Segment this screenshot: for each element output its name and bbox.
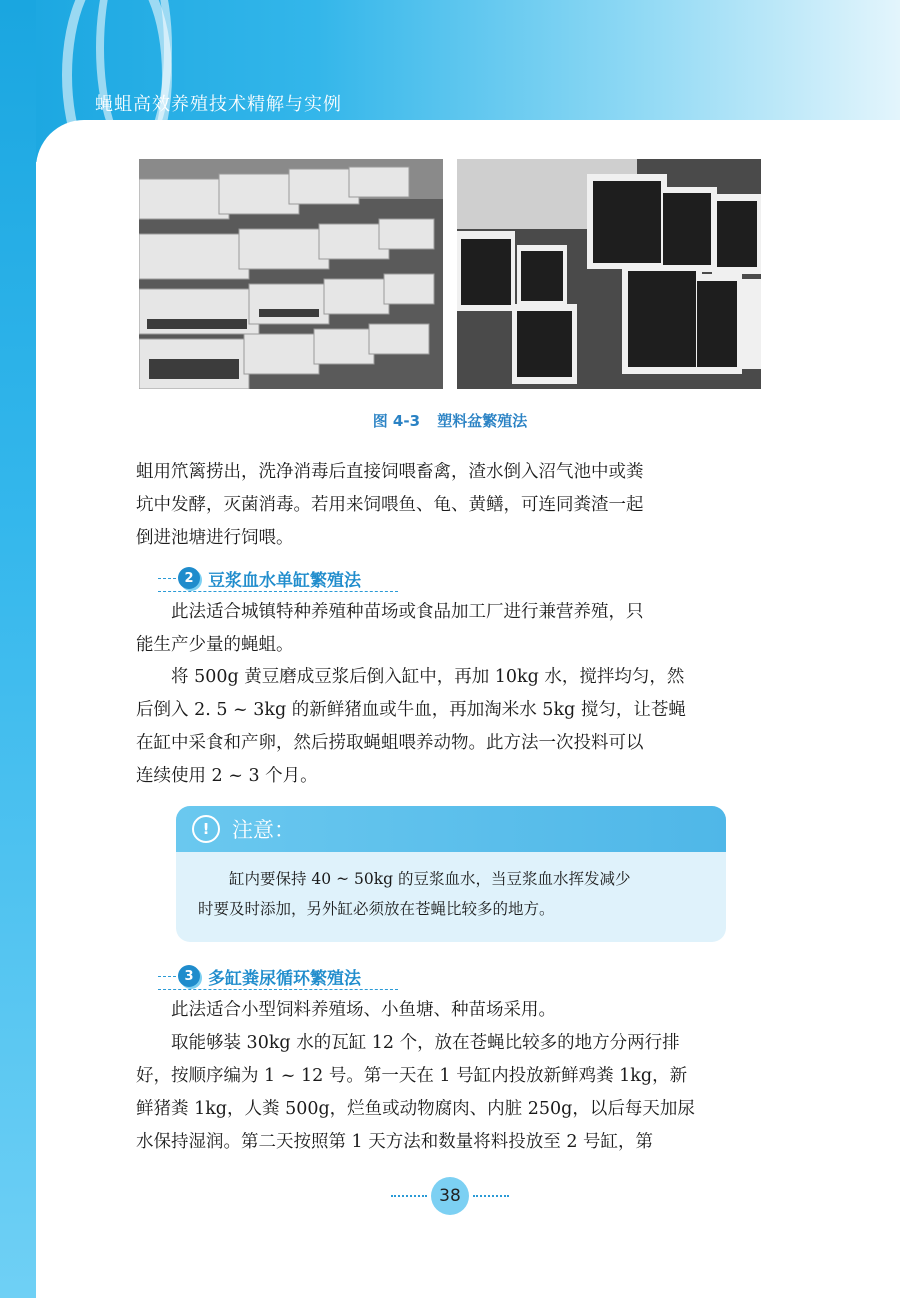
note-title: 注意：	[232, 818, 295, 842]
section-title: 多缸粪尿循环繁殖法	[208, 968, 361, 989]
intro-paragraph	[136, 456, 766, 555]
text-line: 后倒入 2. 5 ~ 3kg 的新鲜猪血或牛血，再加淘米水 5kg 搅匀，让苍蝇	[136, 700, 686, 720]
text-line: 取能够装 30kg 水的瓦缸 12 个，放在苍蝇比较多的地方分两行排	[136, 1033, 680, 1053]
text-line: 蛆用笊篱捞出，洗净消毒后直接饲喂畜禽，渣水倒入沼气池中或粪	[136, 462, 644, 482]
page-footer	[0, 1176, 900, 1216]
section-number-badge: 2	[178, 567, 200, 589]
text-line: 倒进池塘进行饲喂。	[136, 528, 294, 548]
text-line: 好，按顺序编为 1 ~ 12 号。第一天在 1 号缸内投放新鲜鸡粪 1kg，新	[136, 1066, 688, 1086]
figure-number: 图 4-3	[372, 412, 421, 430]
page-number: 38	[431, 1177, 469, 1215]
heading-underline	[158, 591, 398, 592]
figure-caption	[0, 410, 900, 431]
shelves-photo-image	[139, 159, 443, 389]
footer-dots-right	[473, 1195, 509, 1197]
section3-paragraph-1	[136, 994, 766, 1027]
heading-dots	[158, 578, 176, 579]
note-box	[176, 806, 726, 942]
section-title: 豆浆血水单缸繁殖法	[208, 570, 361, 591]
heading-underline	[158, 989, 398, 990]
trays-photo-image	[457, 159, 761, 389]
section-heading-3	[158, 962, 361, 990]
text-line: 水保持湿润。第二天按照第 1 天方法和数量将料投放至 2 号缸，第	[136, 1132, 654, 1152]
footer-dots-left	[391, 1195, 427, 1197]
text-line: 将 500g 黄豆磨成豆浆后倒入缸中，再加 10kg 水，搅拌均匀，然	[136, 667, 685, 687]
text-line: 缸内要保持 40 ~ 50kg 的豆浆血水，当豆浆血水挥发减少	[198, 870, 631, 888]
text-line: 能生产少量的蝇蛆。	[136, 635, 294, 655]
text-line: 在缸中采食和产卵，然后捞取蝇蛆喂养动物。此方法一次投料可以	[136, 733, 644, 753]
text-line: 连续使用 2 ~ 3 个月。	[136, 766, 318, 786]
figure-photo-left	[139, 159, 443, 389]
figure-photo-right	[457, 159, 761, 389]
text-line: 此法适合城镇特种养殖种苗场或食品加工厂进行兼营养殖，只	[136, 602, 644, 622]
book-title: 蝇蛆高效养殖技术精解与实例	[95, 94, 342, 115]
section2-paragraph-2	[136, 661, 766, 793]
section3-paragraph-2	[136, 1027, 766, 1159]
section2-paragraph-1	[136, 596, 766, 662]
section-heading-2	[158, 564, 361, 592]
text-line: 此法适合小型饲料养殖场、小鱼塘、种苗场采用。	[136, 1000, 556, 1020]
exclamation-icon: !	[192, 815, 220, 843]
left-margin-band	[0, 0, 36, 1298]
figure-title: 塑料盆繁殖法	[437, 412, 528, 430]
note-header	[176, 806, 726, 852]
note-body	[176, 852, 726, 924]
heading-dots	[158, 976, 176, 977]
text-line: 鲜猪粪 1kg，人粪 500g，烂鱼或动物腐肉、内脏 250g，以后每天加尿	[136, 1099, 695, 1119]
section-number-badge: 3	[178, 965, 200, 987]
text-line: 坑中发酵，灭菌消毒。若用来饲喂鱼、龟、黄鳝，可连同粪渣一起	[136, 495, 644, 515]
text-line: 时要及时添加，另外缸必须放在苍蝇比较多的地方。	[198, 900, 555, 918]
